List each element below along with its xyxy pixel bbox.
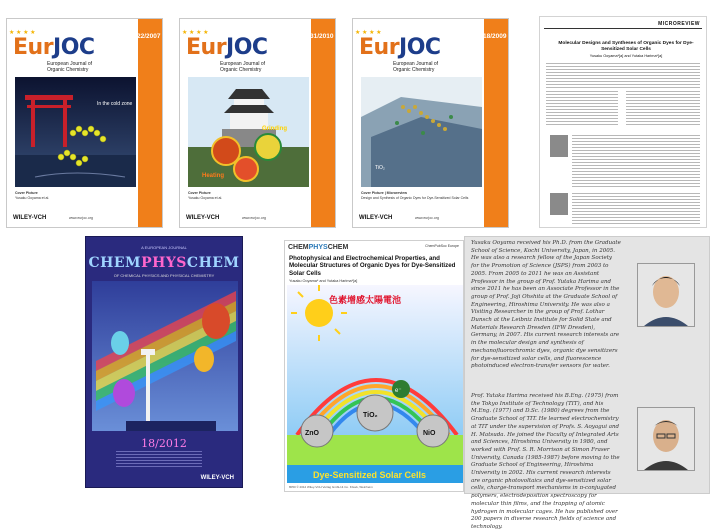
- journal-subtitle: European Journal of Organic Chemistry: [47, 61, 93, 73]
- journal-url: www.eurjoc.org: [69, 216, 93, 220]
- journal-url: www.eurjoc.org: [415, 216, 439, 220]
- label-tio2: TiO₂: [363, 412, 378, 419]
- page-footer: 8050 © 2012 Wiley-VCH Verlag GmbH & Co. KGaA, Weinheim: [289, 485, 373, 489]
- journal-logo: CHEMPHYSCHEM: [288, 244, 349, 251]
- cover-side-strip: [484, 19, 508, 227]
- cover-illustration: [188, 77, 309, 187]
- journal-subtitle: OF CHEMICAL PHYSICS AND PHYSICAL CHEMISTRY: [113, 273, 215, 278]
- abstract-text: [546, 63, 700, 90]
- art-label-heating: Heating: [202, 173, 225, 179]
- label-zno: ZnO: [305, 430, 319, 437]
- section-header: MICROREVIEW: [658, 21, 700, 27]
- issue-number: 22/2007: [137, 33, 161, 40]
- author-biographies[interactable]: [464, 236, 710, 530]
- photo-harima: [637, 407, 695, 471]
- cover-illustration: [15, 77, 136, 187]
- author-bio-1: [572, 135, 700, 189]
- art-caption: In the cold zone: [97, 101, 133, 107]
- publisher-logo: WILEY-VCH: [359, 215, 393, 221]
- article-title: Molecular Designs and Syntheses of Organic Dyes for Dye-Sensitized Solar Cells: [558, 41, 694, 52]
- chemphyschem-cover[interactable]: [85, 236, 243, 488]
- star-ring-icon: ★ ★ ★ ★: [355, 30, 382, 36]
- cover-top-text: A EUROPEAN JOURNAL: [141, 245, 187, 250]
- journal-logo: CHEMPHYSCHEM: [88, 255, 240, 271]
- body-column-right: [626, 91, 700, 127]
- author-bio-2: [572, 193, 700, 226]
- cover-side-strip: [311, 19, 335, 227]
- eurjoc-cover-2009[interactable]: [352, 18, 509, 228]
- bio-ooyama: Yusaku Ooyama received his Ph.D. from the Graduate School of Science, Kochi University, Japan, in 2005. He was also a research fellow of the Japan Society for the Promotion of Science (JSPS) from 2003 to 2005. From 2005 to 2011 he was an Assistant Professor in the group of Prof. Yutaka Harima and since 2011 he has been an Associate Professor in the group of Prof. Joji Ohshita at the Graduate School of Engineering, Hiroshima University. He was also a Visiting Researcher in the group of Prof. Lothar Dunsch at the Leibniz Institute for Solid State and Materials Research Dresden (IFW Dresden), Germany, in 2007. His current research interests are in the molecular design and synthesis of mechanofluorochromic dyes, organic dye sensitizers for dye-sensitized solar cells, and fluorescence photoinduced electron-transfer sensors for water.: [471, 240, 621, 370]
- article-illustration: [287, 285, 463, 483]
- publisher-logo: WILEY-VCH: [186, 215, 220, 221]
- cjk-banner: 色素增感太陽電池: [329, 296, 402, 306]
- cover-illustration: [86, 281, 244, 431]
- cover-caption: Cover Picture | Microreview Design and Synthesis of Organic Dyes for Dye-Sensitized Solar Cells: [361, 191, 469, 200]
- journal-logo: EurJOC: [13, 35, 95, 60]
- label-nio: NiO: [423, 430, 436, 437]
- publisher-logo: WILEY-VCH: [200, 475, 234, 481]
- eurjoc-cover-2010[interactable]: [179, 18, 336, 228]
- star-ring-icon: ★ ★ ★ ★: [9, 30, 36, 36]
- article-title: Photophysical and Electrochemical Properties, and Molecular Structures of Organic Dyes for Dye-Sensitized Solar Cells: [289, 255, 456, 277]
- electron-label: e⁻: [395, 388, 402, 394]
- journal-subtitle: European Journal of Organic Chemistry: [220, 61, 266, 73]
- art-label-grinding: Grinding: [262, 126, 287, 132]
- article-authors: Yusaku Ooyama*[a] and Yutaka Harima*[a]: [589, 54, 663, 58]
- journal-url: www.eurjoc.org: [242, 216, 266, 220]
- author-photo-2: [550, 193, 568, 215]
- cover-contents-text: [116, 451, 202, 469]
- photo-ooyama: [637, 263, 695, 327]
- eurjoc-cover-2007[interactable]: [6, 18, 163, 228]
- journal-logo: EurJOC: [186, 35, 268, 60]
- header-rule: [544, 28, 702, 29]
- publisher-logo: WILEY-VCH: [13, 215, 47, 221]
- cover-side-strip: [138, 19, 162, 227]
- cover-caption: Cover Picture Yusaku Ooyama et al.: [188, 191, 223, 200]
- issue-number: 31/2010: [310, 33, 334, 40]
- art-label-tio2: TiO₂: [375, 165, 385, 171]
- bio-harima: Prof. Yutaka Harima received his B.Eng. (1975) from the Tokyo Institute of Technology (TIT), and his M.Eng. (1977) and D.Sc. (1980) degrees from the Graduate School of TIT. He learned electrochemistry at TIT under the supervision of Profs. S. Aoyagui and H. Matsuda. He joined the Faculty of Integrated Arts and Sciences, Hiroshima University in 1980, and worked with Prof. S. R. Morrison at Simon Fraser University, Canada (1985-1987) before moving to the Graduate School of Engineering, Hiroshima University in 2002. His current research interests are organic photovoltaics and dye-sensitized solar cells, charge-transport mechanisms in π-conjugated polymers, electrodeposition spectroscopy for molecular thin films, and the trapping of atomic hydrogen in molecular cages. He has published over 200 papers in diverse research fields of science and technology.: [471, 393, 620, 530]
- cover-illustration: [361, 77, 482, 187]
- publisher-tag: ChemPubSoc Europe: [425, 244, 459, 248]
- issue-number: 18/2012: [141, 437, 187, 450]
- body-column-left: [546, 91, 618, 127]
- article-authors: Yusaku Ooyama* and Yutaka Harima*[a]: [289, 279, 358, 283]
- star-ring-icon: ★ ★ ★ ★: [182, 30, 209, 36]
- microreview-page[interactable]: [539, 16, 707, 228]
- journal-subtitle: European Journal of Organic Chemistry: [393, 61, 439, 73]
- chemphyschem-article[interactable]: [284, 240, 464, 492]
- cover-caption: Cover Picture Yusaku Ooyama et al.: [15, 191, 50, 200]
- journal-logo: EurJOC: [359, 35, 441, 60]
- issue-number: 18/2009: [483, 33, 507, 40]
- illustration-title: Dye-Sensitized Solar Cells: [313, 470, 427, 480]
- author-photo-1: [550, 135, 568, 157]
